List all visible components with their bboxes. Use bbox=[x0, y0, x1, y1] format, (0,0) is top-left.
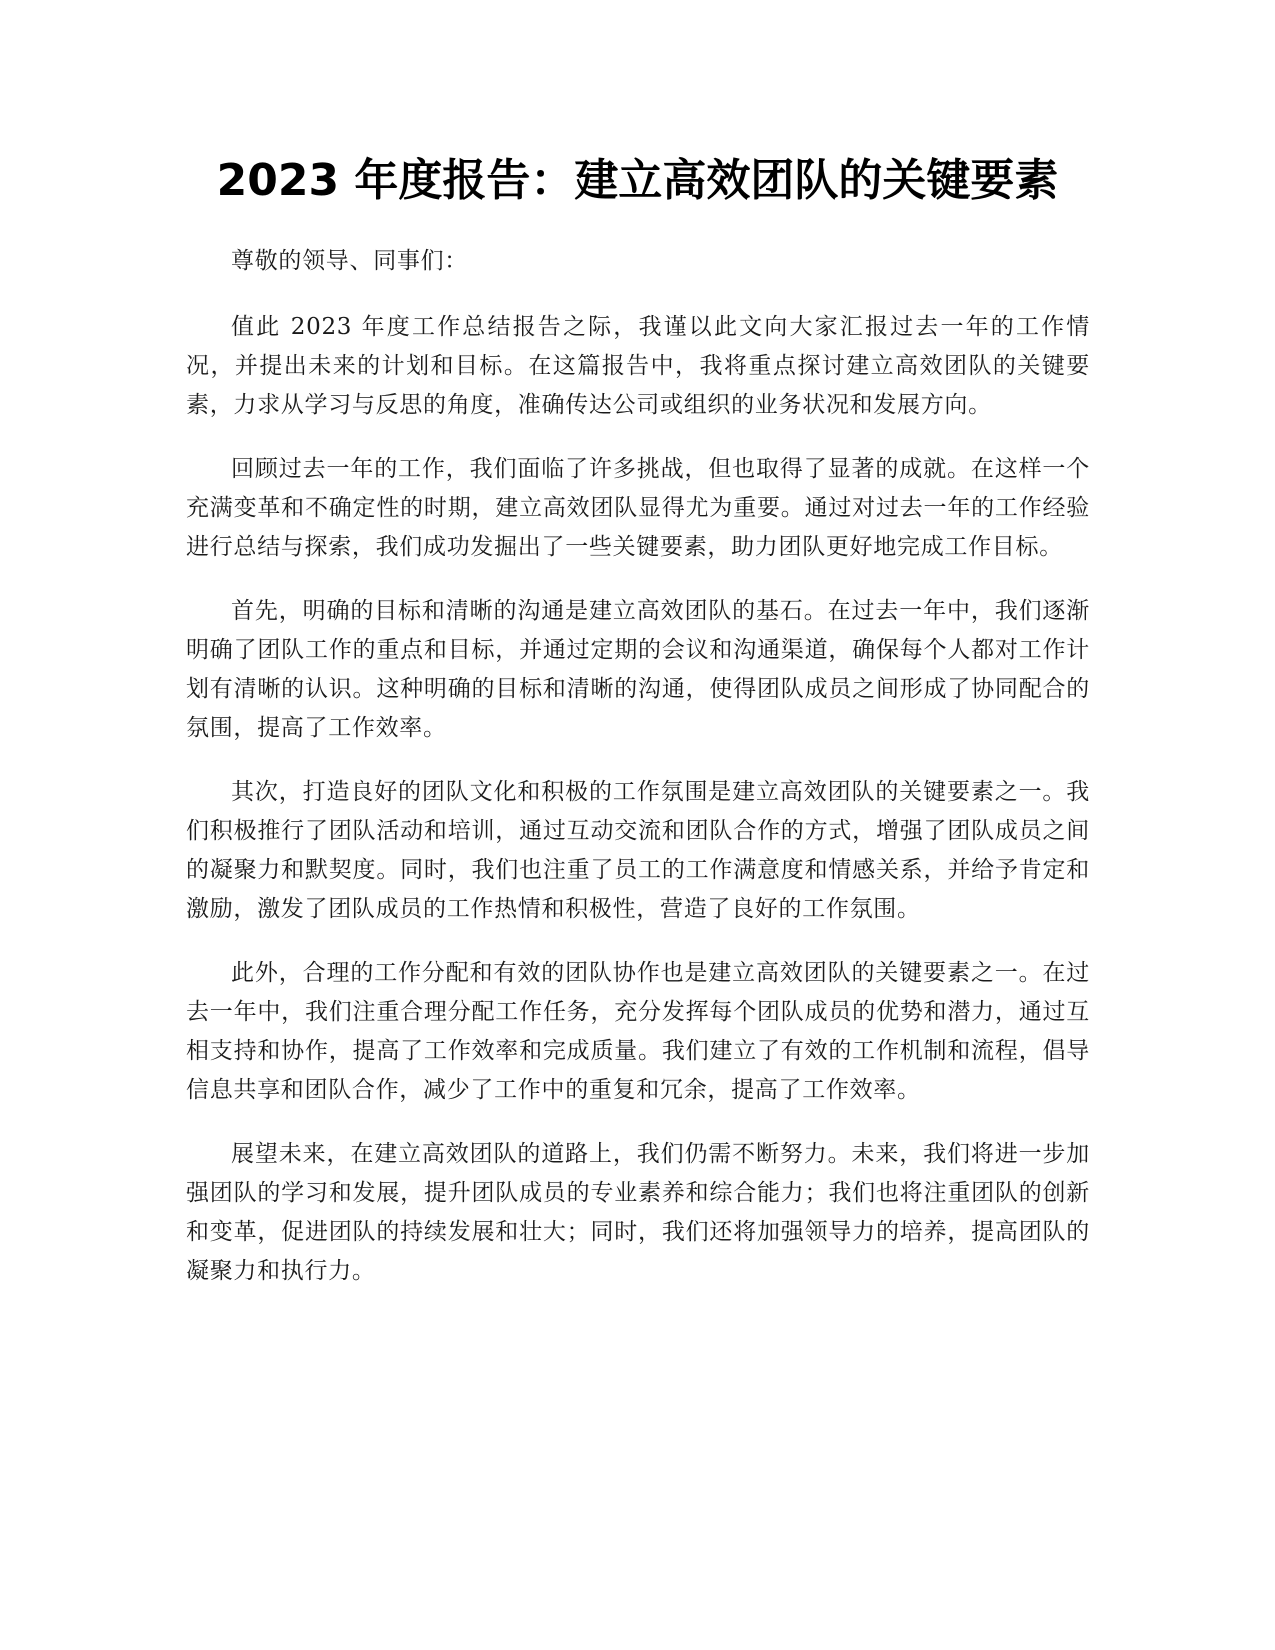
document-body bbox=[186, 242, 1090, 1316]
paragraph-team-culture: 其次，打造良好的团队文化和积极的工作氛围是建立高效团队的关键要素之一。我们积极推行了团队活动和培训，通过互动交流和团队合作的方式，增强了团队成员之间的凝聚力和默契度。同时，我们也注重了员工的工作满意度和情感关系，并给予肯定和激励，激发了团队成员的工作热情和积极性，营造了良好的工作氛围。 bbox=[186, 779, 1090, 922]
paragraph-outlook: 展望未来，在建立高效团队的道路上，我们仍需不断努力。未来，我们将进一步加强团队的学习和发展，提升团队成员的专业素养和综合能力；我们也将注重团队的创新和变革，促进团队的持续发展和壮大；同时，我们还将加强领导力的培养，提高团队的凝聚力和执行力。 bbox=[186, 1141, 1090, 1284]
paragraph-intro: 值此 2023 年度工作总结报告之际，我谨以此文向大家汇报过去一年的工作情况，并提出未来的计划和目标。在这篇报告中，我将重点探讨建立高效团队的关键要素，力求从学习与反思的角度，准确传达公司或组织的业务状况和发展方向。 bbox=[186, 314, 1090, 418]
paragraph-work-allocation: 此外，合理的工作分配和有效的团队协作也是建立高效团队的关键要素之一。在过去一年中，我们注重合理分配工作任务，充分发挥每个团队成员的优势和潜力，通过互相支持和协作，提高了工作效率和完成质量。我们建立了有效的工作机制和流程，倡导信息共享和团队合作，减少了工作中的重复和冗余，提高了工作效率。 bbox=[186, 960, 1090, 1103]
salutation: 尊敬的领导、同事们： bbox=[231, 248, 468, 274]
paragraph-goals-communication: 首先，明确的目标和清晰的沟通是建立高效团队的基石。在过去一年中，我们逐渐明确了团队工作的重点和目标，并通过定期的会议和沟通渠道，确保每个人都对工作计划有清晰的认识。这种明确的目标和清晰的沟通，使得团队成员之间形成了协同配合的氛围，提高了工作效率。 bbox=[186, 598, 1090, 741]
document-title: 2023 年度报告：建立高效团队的关键要素 bbox=[216, 155, 1059, 206]
paragraph-review: 回顾过去一年的工作，我们面临了许多挑战，但也取得了显著的成就。在这样一个充满变革和不确定性的时期，建立高效团队显得尤为重要。通过对过去一年的工作经验进行总结与探索，我们成功发掘出了一些关键要素，助力团队更好地完成工作目标。 bbox=[186, 456, 1090, 560]
